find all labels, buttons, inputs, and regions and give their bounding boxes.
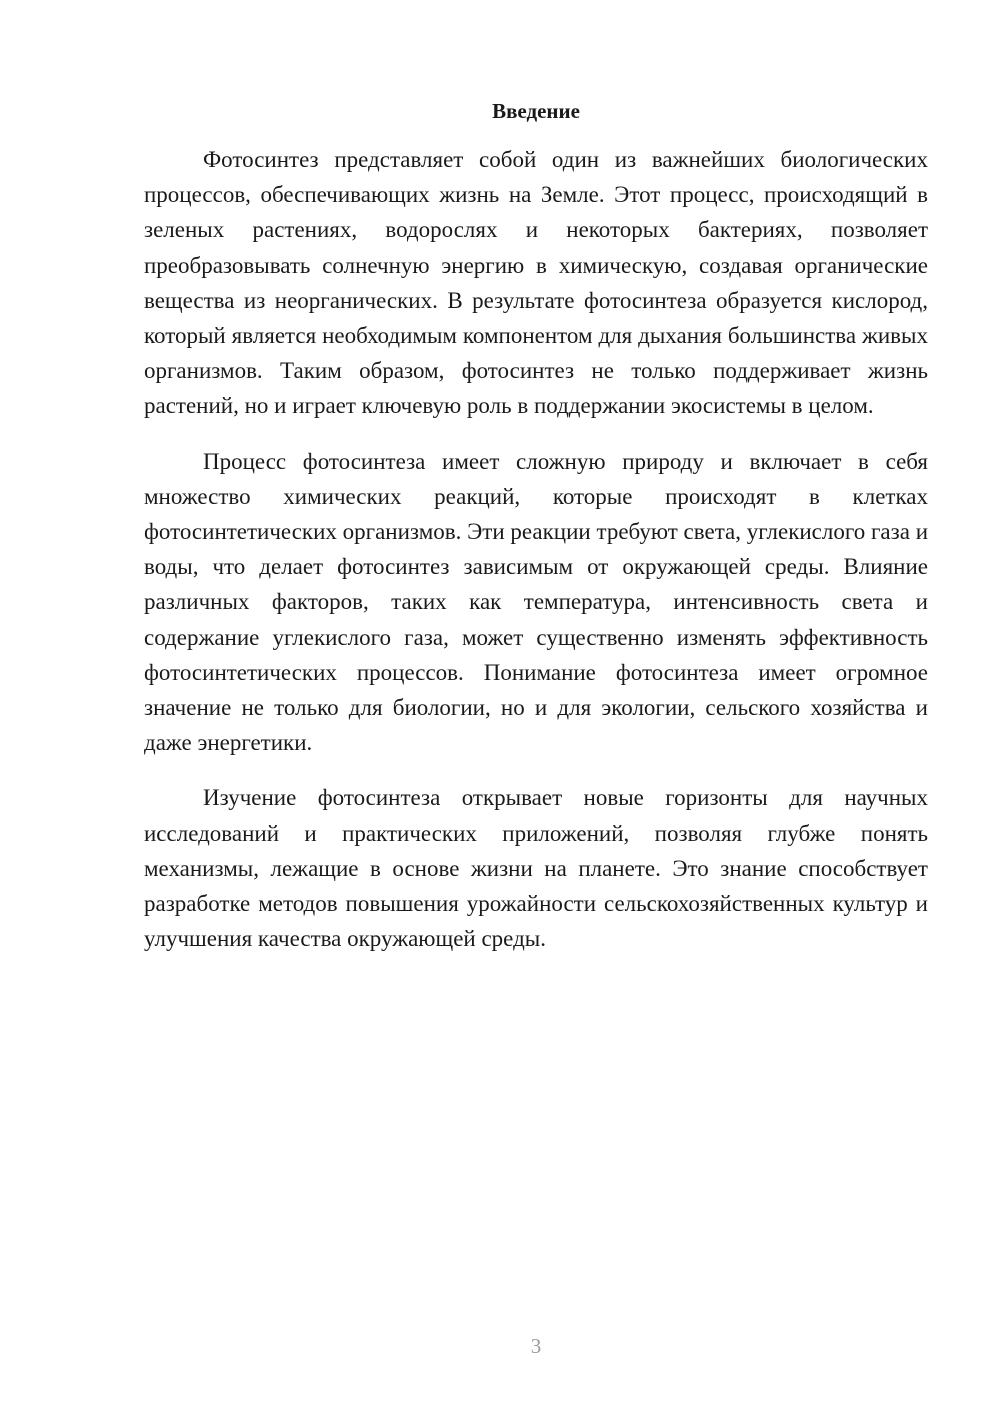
document-body [144, 96, 928, 976]
paragraph-2: Процесс фотосинтеза имеет сложную природу и включает в себя множество химических реакций, которые происходят в клетках фотосинтетических организмов. Эти реакции требуют света, углекислого газа и воды, что делает фотосинтез зависимым от окружающей среды. Влияние различных факторов, таких как температура, интенсивность света и содержание углекислого газа, может существенно изменять эффективность фотосинтетических процессов. Понимание фотосинтеза имеет огромное значение не только для биологии, но и для экологии, сельского хозяйства и даже энергетики. [144, 448, 928, 756]
paragraph-3: Изучение фотосинтеза открывает новые горизонты для научных исследований и практических приложений, позволяя глубже понять механизмы, лежащие в основе жизни на планете. Это знание способствует разработке методов повышения урожайности сельскохозяйственных культур и улучшения качества окружающей среды. [144, 785, 928, 952]
page-number: 3 [530, 1334, 542, 1358]
section-heading: Введение [492, 99, 580, 123]
paragraph-1: Фотосинтез представляет собой один из важнейших биологических процессов, обеспечивающих жизнь на Земле. Этот процесс, происходящий в зеленых растениях, водорослях и некоторых бактериях, позволяет преобразовывать солнечную энергию в химическую, создавая органические вещества из неорганических. В результате фотосинтеза образуется кислород, который является необходимым компонентом для дыхания большинства живых организмов. Таким образом, фотосинтез не только поддерживает жизнь растений, но и играет ключевую роль в поддержании экосистемы в целом. [144, 147, 928, 419]
